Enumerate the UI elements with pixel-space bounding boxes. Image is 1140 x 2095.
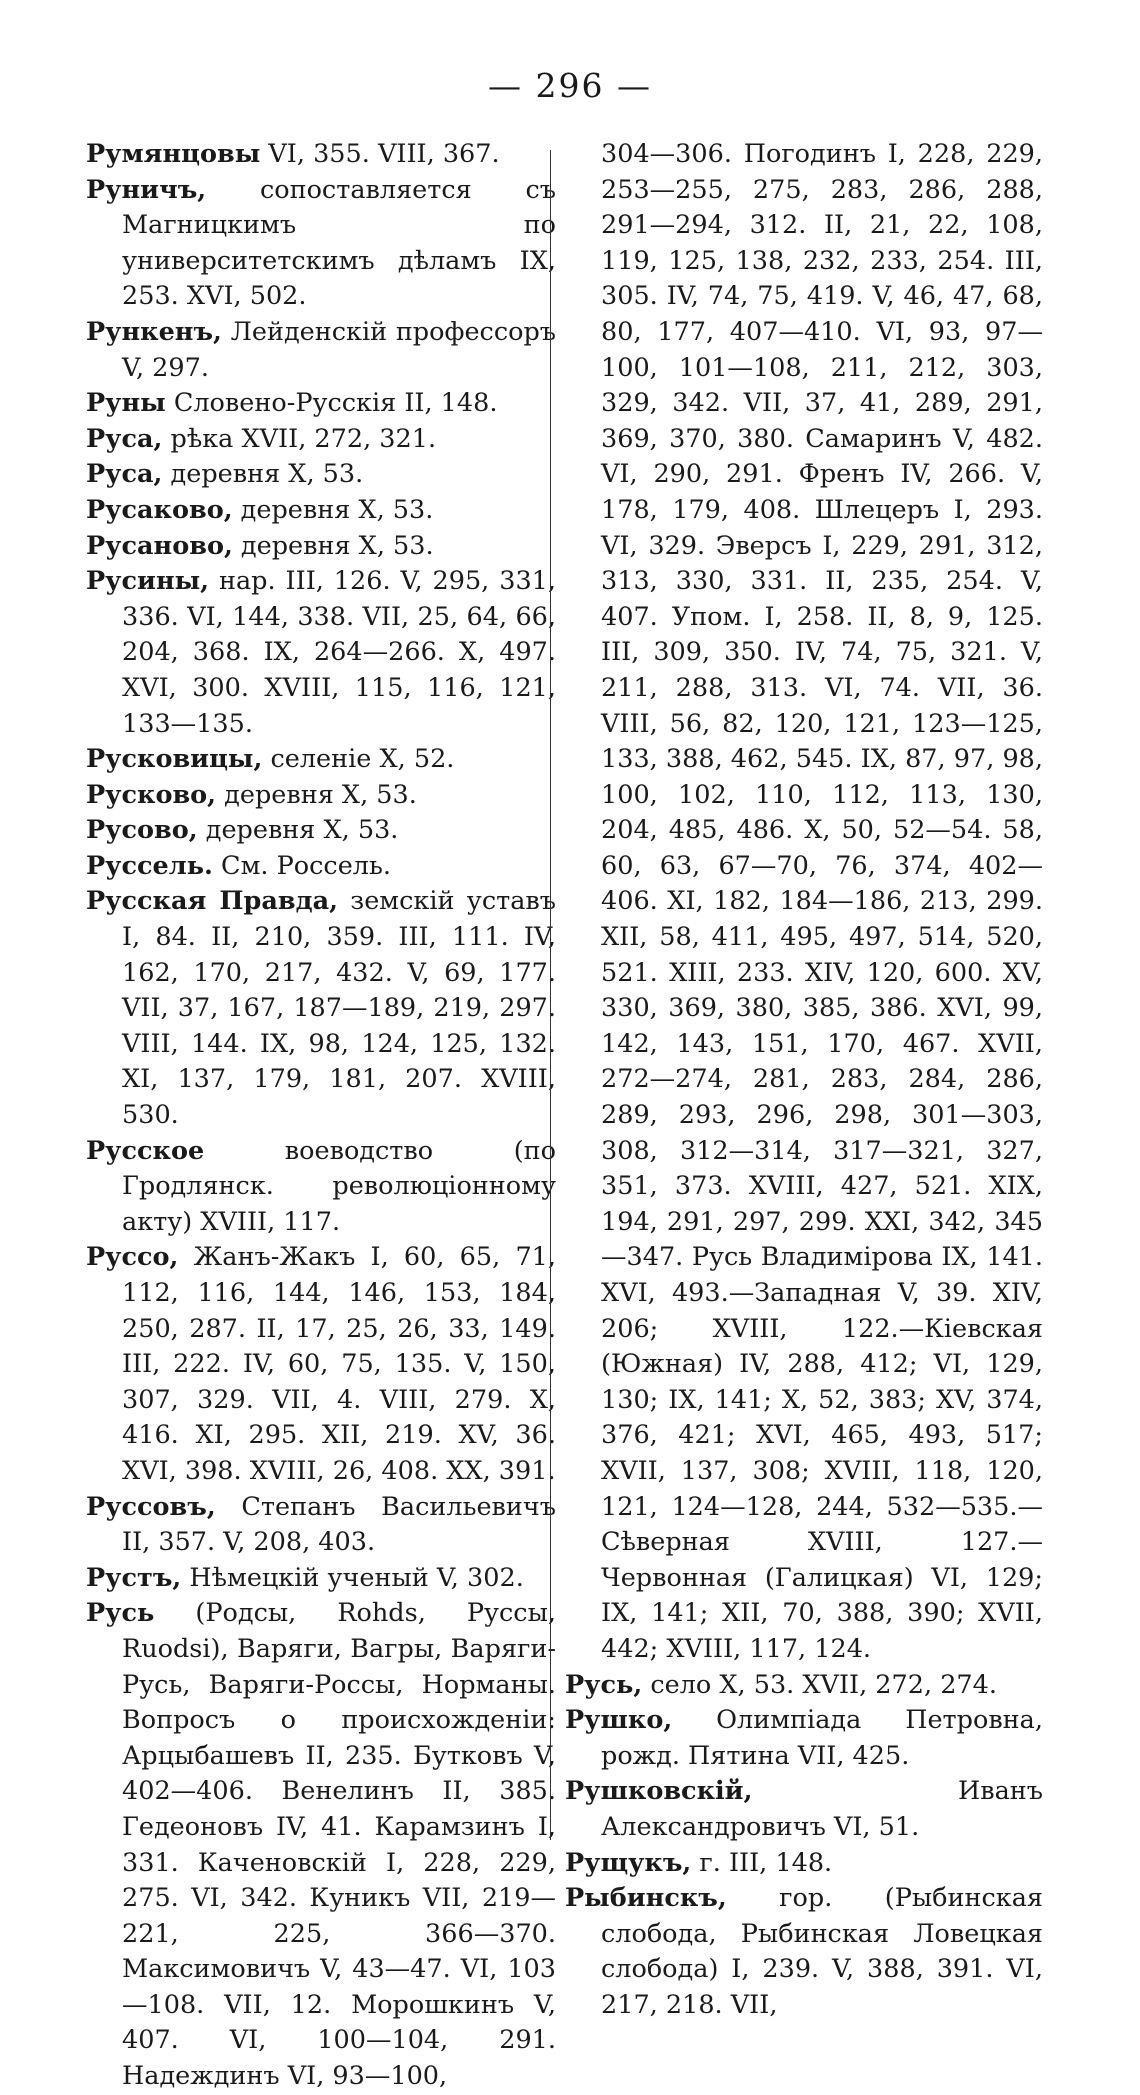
entry-references: деревня X, 53. — [162, 459, 364, 490]
left-column — [86, 137, 556, 2095]
entry-headword: Руса, — [86, 423, 163, 454]
entry-headword: Русаново, — [86, 530, 233, 561]
entry-references: Лейденскій профессоръ V, 297. — [122, 316, 556, 383]
entry-headword: Рустъ, — [86, 1562, 182, 1593]
index-entry — [86, 884, 556, 1133]
entry-references: земскій уставъ I, 84. II, 210, 359. III, 111. IV, 162, 170, 217, 432. V, 69, 177. VII, 37, 167, 187—189, 219, 297. VIII, 144. IX, 98, 124, 125, 132. XI, 137, 179, 181, 207. XVIII, 530. — [122, 886, 556, 1131]
entry-headword: Рушко, — [565, 1705, 673, 1736]
entry-headword: Руны — [86, 388, 166, 419]
entry-references: сопоставляется съ Магницкимъ по университетскимъ дѣламъ IX, 253. XVI, 502. — [122, 174, 556, 312]
entry-references: деревня X, 53. — [232, 494, 434, 525]
index-entry — [86, 564, 556, 742]
index-entry — [86, 457, 556, 493]
index-entry — [86, 778, 556, 814]
index-entry — [565, 1881, 1043, 2023]
entry-headword: Рыбинскъ, — [565, 1883, 727, 1914]
entry-headword: Руссовъ, — [86, 1491, 216, 1522]
entry-headword: Русская Правда, — [86, 886, 338, 917]
entry-headword: Руссель. — [86, 850, 213, 881]
index-entry — [565, 1668, 1043, 1704]
entry-references: селеніе X, 52. — [262, 744, 455, 775]
index-entry — [86, 315, 556, 386]
entry-headword: Русское — [86, 1135, 205, 1166]
entry-references: Олимпіада Петровна, рожд. Пятина VII, 425. — [601, 1705, 1043, 1771]
index-entry — [86, 849, 556, 885]
entry-headword: Русь, — [565, 1669, 643, 1700]
index-entry — [565, 1703, 1043, 1774]
index-entry — [86, 1240, 556, 1489]
index-entry — [86, 529, 556, 565]
entry-references: гор. (Рыбинская слобода, Рыбинская Ловецкая слобода) I, 239. V, 388, 391. VI, 217, 218. VII, — [601, 1883, 1043, 2020]
entry-references: (Родсы, Rohds, Руссы, Ruodsi), Варяги, Вагры, Варяги-Русь, Варяги-Россы, Норманы. Вопросъ о происхожденіи: Арцыбашевъ II, 235. Бутковъ V, 402—406. Венелинъ II, 385. Гедеоновъ IV, 41. Карамзинъ I, 331. Каченовскій I, 228, 229, 275. VI, 342. Куникъ VII, 219—221, 225, 366—370. Максимовичъ V, 43—47. VI, 103—108. VII, 12. Морошкинъ V, 407. VI, 100—104, 291. Надеждинъ VI, 93—100, — [122, 1598, 556, 2092]
entry-headword: Русково, — [86, 779, 217, 810]
entry-references: Иванъ Александровичъ VI, 51. — [601, 1776, 1043, 1842]
entry-headword: Рушковскій, — [565, 1776, 753, 1807]
index-entry — [86, 1134, 556, 1241]
entry-headword: Русово, — [86, 815, 198, 846]
entry-headword: Русковицы, — [86, 744, 263, 775]
entry-references: Словено-Русскія II, 148. — [165, 388, 498, 419]
index-entry — [86, 742, 556, 778]
entry-headword: Русаково, — [86, 494, 233, 525]
index-entry — [86, 1561, 556, 1597]
entry-references: Жанъ-Жакъ I, 60, 65, 71, 112, 116, 144, 146, 153, 184, 250, 287. II, 17, 25, 26, 33, 149. III, 222. IV, 60, 75, 135. V, 150, 307, 329. VII, 4. VIII, 279. X, 416. XI, 295. XII, 219. XV, 36. XVI, 398. XVIII, 26, 408. XX, 391. — [122, 1242, 556, 1486]
entry-references: Нѣмецкій ученый V, 302. — [181, 1562, 524, 1593]
entry-headword: Руса, — [86, 459, 163, 490]
entry-headword: Рущукъ, — [565, 1847, 692, 1878]
entry-headword: Русь — [86, 1598, 155, 1629]
right-column — [565, 137, 1043, 2023]
entry-references: нар. III, 126. V, 295, 331, 336. VI, 144, 338. VII, 25, 64, 66, 204, 368. IX, 264—266. X, 497. XVI, 300. XVIII, 115, 116, 121, 133—135. — [122, 566, 556, 739]
entry-references: село X, 53. XVII, 272, 274. — [642, 1669, 997, 1700]
entry-references: VI, 355. VIII, 367. — [260, 139, 500, 169]
entry-headword: Русины, — [86, 566, 210, 597]
page-number: — 296 — — [488, 66, 652, 105]
index-entry — [86, 137, 556, 173]
entry-headword: Руничъ, — [86, 174, 207, 205]
entry-references: воеводство (по Гродлянск. революціонному акту) XVIII, 117. — [122, 1135, 556, 1237]
entry-references: См. Россель. — [212, 850, 391, 881]
index-entry — [86, 1490, 556, 1561]
entry-references: рѣка XVII, 272, 321. — [162, 423, 437, 454]
entry-headword: Руссо, — [86, 1242, 179, 1273]
index-entry — [86, 493, 556, 529]
index-entry — [86, 173, 556, 315]
entry-references: деревня X, 53. — [197, 815, 399, 846]
index-entry — [86, 422, 556, 458]
index-entry — [86, 1596, 556, 2094]
column-divider — [550, 150, 551, 1840]
entry-references: деревня X, 53. — [216, 779, 417, 810]
entry-headword: Румянцовы — [86, 139, 261, 169]
entry-references: деревня X, 53. — [232, 530, 434, 561]
index-entry — [565, 1774, 1043, 1845]
index-entry — [565, 137, 1043, 1668]
index-entry — [86, 813, 556, 849]
entry-references: 304—306. Погодинъ I, 228, 229, 253—255, 275, 283, 286, 288, 291—294, 312. II, 21, 22, 108, 119, 125, 138, 232, 233, 254. III, 305. IV, 74, 75, 419. V, 46, 47, 68, 80, 177, 407—410. VI, 93, 97—100, 101—108, 211, 212, 303, 329, 342. VII, 37, 41, 289, 291, 369, 370, 380. Самаринъ V, 482. VI, 290, 291. Френъ IV, 266. V, 178, 179, 408. Шлецеръ I, 293. VI, 329. Эверсъ I, 229, 291, 312, 313, 330, 331. II, 235, 254. V, 407. Упом. I, 258. II, 8, 9, 125. III, 309, 350. IV, 74, 75, 321. V, 211, 288, 313. VI, 74. VII, 36. VIII, 56, 82, 120, 121, 123—125, 133, 388, 462, 545. IX, 87, 97, 98, 100, 102, 110, 112, 113, 130, 204, 485, 486. X, 50, 52—54. 58, 60, 63, 67—70, 76, 374, 402—406. XI, 182, 184—186, 213, 299. XII, 58, 411, 495, 497, 514, 520, 521. XIII, 233. XIV, 120, 600. XV, 330, 369, 380, 385, 386. XVI, 99, 142, 143, 151, 170, 467. XVII, 272—274, 281, 283, 284, 286, 289, 293, 296, 298, 301—303, 308, 312—314, 317—321, 327, 351, 373. XVIII, 427, 521. XIX, 194, 291, 297, 299. XXI, 342, 345—347. Русь Владимірова IX, 141. XVI, 493.—Западная V, 39. XIV, 206; XVIII, 122.—Кіевская (Южная) IV, 288, 412; VI, 129, 130; IX, 141; X, 52, 383; XV, 374, 376, 421; XVI, 465, 493, 517; XVII, 137, 308; XVIII, 118, 120, 121, 124—128, 244, 532—535.—Сѣверная XVIII, 127.—Червонная (Галицкая) VI, 129; IX, 141; XII, 70, 388, 390; XVII, 442; XVIII, 117, 124. — [601, 139, 1043, 1664]
index-entry — [86, 386, 556, 422]
entry-references: г. III, 148. — [691, 1847, 833, 1878]
entry-references: Степанъ Васильевичъ II, 357. V, 208, 403. — [122, 1491, 556, 1558]
entry-headword: Рункенъ, — [86, 316, 222, 347]
